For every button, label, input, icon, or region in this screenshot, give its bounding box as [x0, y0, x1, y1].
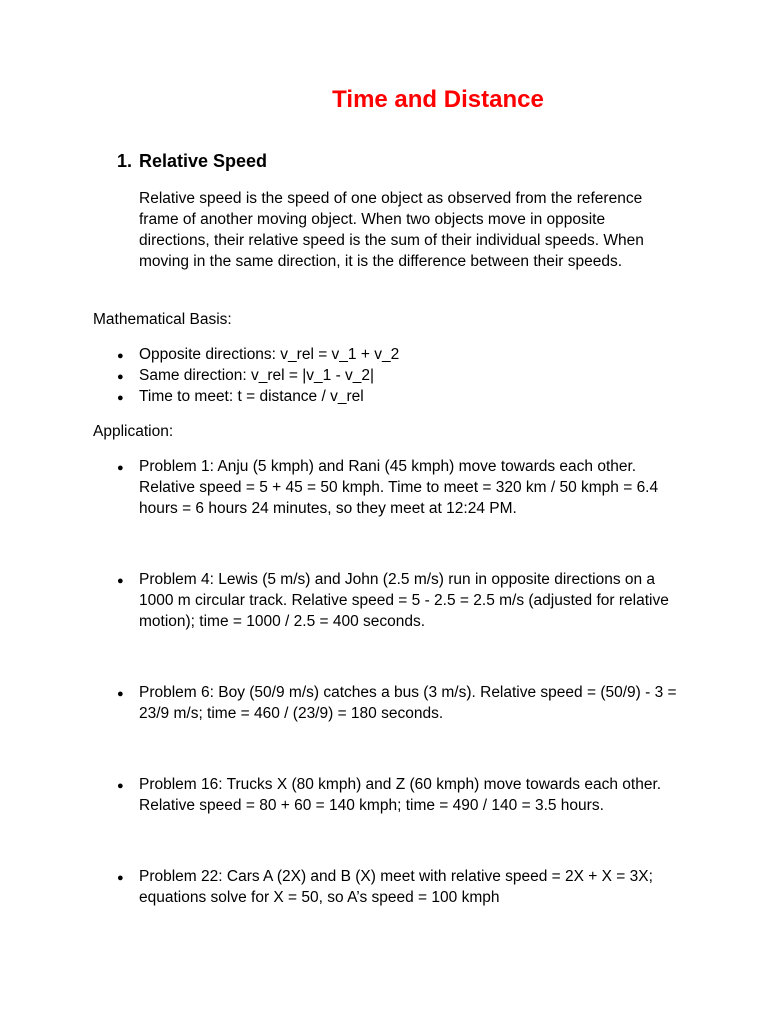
list-item	[117, 344, 677, 365]
bullet-icon	[117, 682, 139, 705]
list-item-text: Opposite directions: v_rel = v_1 + v_2	[139, 346, 400, 363]
application-list	[117, 456, 677, 958]
list-item	[117, 365, 677, 386]
problem-text: Problem 4: Lewis (5 m/s) and John (2.5 m/s) run in opposite directions on a 1000 m circular track. Relative speed = 5 - 2.5 = 2.5 m/s (adjusted for relative motion); time = 1000 / 2.5 = 400 seconds.	[139, 571, 669, 630]
section-heading	[117, 151, 267, 172]
section-heading-text: Relative Speed	[139, 151, 268, 171]
application-label: Application:	[93, 423, 174, 440]
list-item-text: Same direction: v_rel = |v_1 - v_2|	[139, 367, 375, 384]
problem-item	[117, 774, 677, 816]
problem-item	[117, 456, 677, 519]
page-title: Time and Distance	[332, 86, 544, 113]
problem-item	[117, 682, 677, 724]
bullet-icon	[117, 456, 139, 479]
bullet-icon	[117, 774, 139, 797]
problem-item	[117, 569, 677, 632]
list-item	[117, 386, 677, 407]
math-basis-list	[117, 344, 677, 407]
list-item-text: Time to meet: t = distance / v_rel	[139, 388, 364, 405]
problem-text: Problem 6: Boy (50/9 m/s) catches a bus (3 m/s). Relative speed = (50/9) - 3 = 23/9 m/s; time = 460 / (23/9) = 180 seconds.	[139, 684, 677, 722]
bullet-icon	[117, 866, 139, 889]
section-paragraph: Relative speed is the speed of one object as observed from the reference frame of another moving object. When two objects move in opposite directions, their relative speed is the sum of their individual speeds. When moving in the same direction, it is the difference between their speeds.	[139, 190, 644, 270]
problem-text: Problem 22: Cars A (2X) and B (X) meet with relative speed = 2X + X = 3X; equations solve for X = 50, so A’s speed = 100 kmph	[139, 868, 653, 906]
problem-item	[117, 866, 677, 908]
section-number: 1.	[117, 151, 133, 171]
bullet-icon	[117, 344, 139, 367]
math-basis-label: Mathematical Basis:	[93, 311, 232, 328]
bullet-icon	[117, 569, 139, 592]
problem-text: Problem 1: Anju (5 kmph) and Rani (45 kmph) move towards each other. Relative speed = 5 + 45 = 50 kmph. Time to meet = 320 km / 50 kmph = 6.4 hours = 6 hours 24 minutes, so they meet at 12:24 PM.	[139, 458, 659, 517]
bullet-icon	[117, 386, 139, 409]
bullet-icon	[117, 365, 139, 388]
problem-text: Problem 16: Trucks X (80 kmph) and Z (60 kmph) move towards each other. Relative speed = 80 + 60 = 140 kmph; time = 490 / 140 = 3.5 hours.	[139, 776, 662, 814]
